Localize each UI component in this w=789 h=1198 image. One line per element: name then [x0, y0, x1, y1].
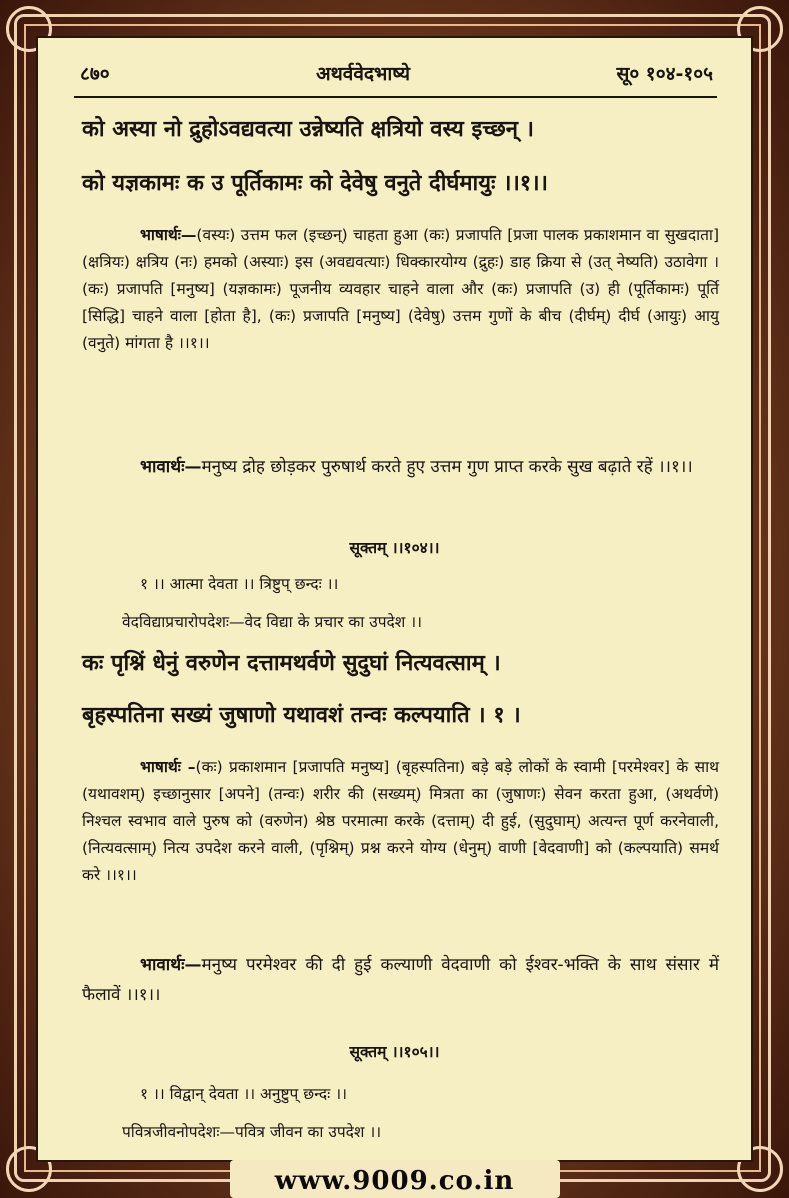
mantra1-line1: को अस्या नो द्रुहोऽवद्यवत्या उन्नेष्यति क्षत्रियो वस्य इच्छन् ।	[82, 117, 534, 142]
bhavartha1-text: मनुष्य द्रोह छोड़कर पुरुषार्थ करते हुए उत्तम गुण प्राप्त करके सुख बढ़ाते रहें ।।१।।	[201, 457, 693, 477]
bhashartha1-paragraph	[82, 222, 719, 357]
bhashartha1-label: भाषार्थः—	[140, 226, 197, 244]
bhavartha1-paragraph	[82, 452, 719, 482]
mantra2-line2: बृहस्पतिना सख्यं जुषाणो यथावशं तन्वः कल्पयाति । १ ।	[82, 703, 521, 728]
page-number: ८७०	[80, 63, 110, 85]
sukta105-devata: १ ।। विद्वान् देवता ।। अनुष्टुप् छन्दः ।।	[140, 1085, 347, 1103]
header-rule	[74, 96, 717, 98]
footer-url[interactable]: www.9009.co.in	[274, 1166, 515, 1196]
bhavartha1-label: भावार्थः—	[140, 457, 202, 477]
sukta104-title: सूक्तम् ।।१०४।।	[349, 539, 440, 557]
sukta-reference: सू० १०४-१०५	[616, 63, 713, 85]
sukta105-title: सूक्तम् ।।१०५।।	[349, 1043, 440, 1061]
bhavartha2-paragraph	[82, 950, 719, 1010]
page-header	[80, 60, 713, 86]
mantra2-line1: कः पृश्निं धेनुं वरुणेन दत्तामथर्वणे सुदुघां नित्यवत्साम् ।	[82, 651, 501, 676]
bhashartha1-text: (वस्यः) उत्तम फल (इच्छन्) चाहता हुआ (कः) प्रजापति [प्रजा पालक प्रकाशमान वा सुखदाता] (क्षत्रियः) क्षत्रिय (नः) हमको (अस्याः) इस (अवद्यवत्याः) धिक्कारयोग्य (द्रुहः) डाह क्रिया से (उत् नेष्यति) उठावेगा । (कः) प्रजापति [मनुष्य] (यज्ञकामः) पूजनीय व्यवहार चाहने वाला और (कः) प्रजापति (उ) ही (पूर्तिकामः) पूर्ति [सिद्धि] चाहने वाला [होता है], (कः) प्रजापति [मनुष्य] (देवेषु) उत्तम गुणों के बीच (दीर्घम्) दीर्घ (आयुः) आयु (वनुते) मांगता है ।।१।।	[82, 226, 719, 352]
sukta105-upadesha: पवित्रजीवनोपदेशः—पवित्र जीवन का उपदेश ।।	[122, 1123, 382, 1141]
sukta104-upadesha: वेदविद्याप्रचारोपदेशः—वेद विद्या के प्रचार का उपदेश ।।	[122, 613, 422, 631]
mantra1-line2: को यज्ञकामः क उ पूर्तिकामः को देवेषु वनुते दीर्घमायुः ।।१।।	[82, 171, 548, 196]
sukta104-devata: १ ।। आत्मा देवता ।। त्रिष्टुप् छन्दः ।।	[140, 575, 339, 593]
bhashartha2-paragraph	[82, 754, 719, 889]
book-page	[36, 36, 753, 1162]
bhashartha2-text: (कः) प्रकाशमान [प्रजापति मनुष्य] (बृहस्पतिना) बड़े बड़े लोकों के स्वामी [परमेश्वर] के साथ (यथावशम्) इच्छानुसार [अपने] (तन्वः) शरीर की (सख्यम्) मित्रता का (जुषाणः) सेवन करता हुआ, (अथर्वणे) निश्चल स्वभाव वाले पुरुष को (वरुणेन) श्रेष्ठ परमात्मा करके (दत्ताम्) दी हुई, (सुदुघाम्) अत्यन्त पूर्ण करनेवाली, (नित्यवत्साम्) नित्य उपदेश करने वाली, (पृश्निम्) प्रश्न करने योग्य (धेनुम्) वाणी [वेदवाणी] को (कल्पयाति) समर्थ करे ।।१।।	[82, 758, 719, 884]
book-title: अथर्ववेदभाष्ये	[316, 63, 411, 85]
bhavartha2-label: भावार्थः—	[140, 955, 202, 975]
bhashartha2-label: भाषार्थः –	[140, 758, 196, 776]
bhavartha2-text: मनुष्य परमेश्वर की दी हुई कल्याणी वेदवाणी को ईश्वर-भक्ति के साथ संसार में फैलावें ।।१।।	[82, 955, 719, 1005]
